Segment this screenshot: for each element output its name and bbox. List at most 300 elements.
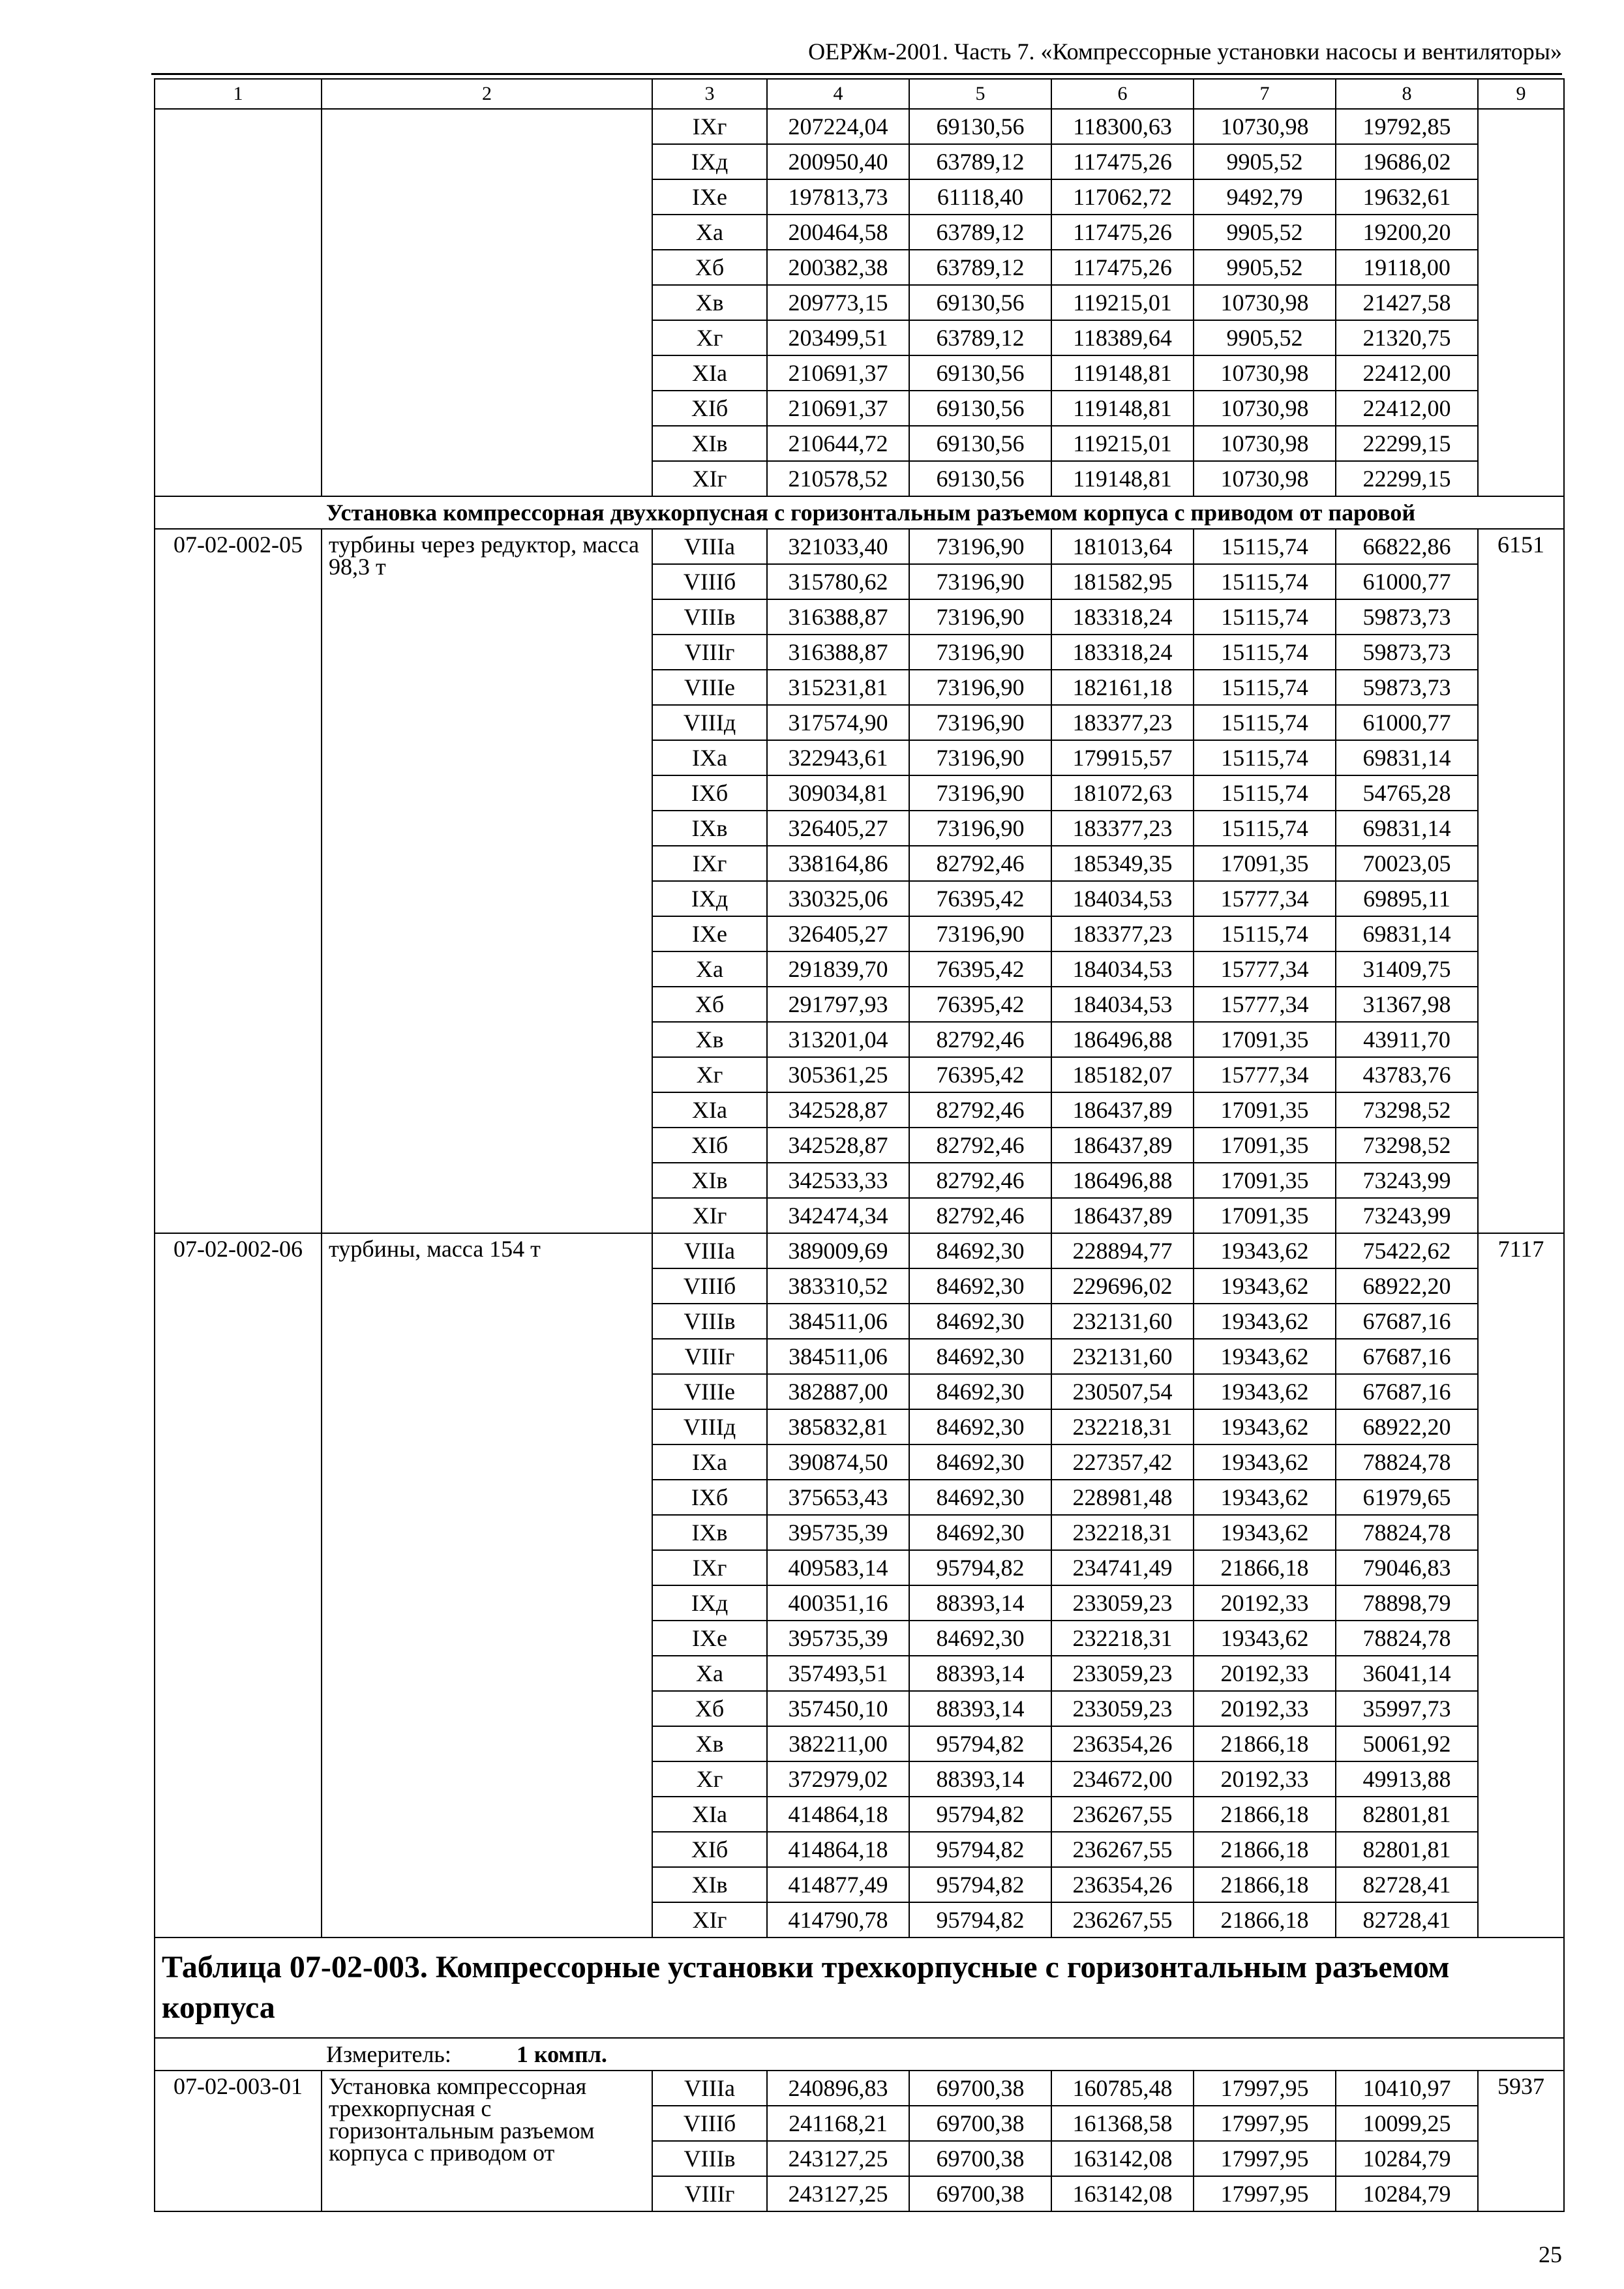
machinist-wage-cell: 21866,18 bbox=[1194, 1797, 1336, 1832]
machine-cost-cell: 182161,18 bbox=[1051, 670, 1194, 705]
labor-cost-cell: 84692,30 bbox=[909, 1409, 1051, 1444]
total-cost-cell: 414864,18 bbox=[767, 1832, 909, 1867]
machinist-wage-cell: 15115,74 bbox=[1194, 529, 1336, 564]
total-cost-cell: 357450,10 bbox=[767, 1691, 909, 1726]
machinist-wage-cell: 15115,74 bbox=[1194, 740, 1336, 775]
machinist-wage-cell: 15115,74 bbox=[1194, 705, 1336, 740]
machinist-wage-cell: 10730,98 bbox=[1194, 285, 1336, 320]
total-cost-cell: 315231,81 bbox=[767, 670, 909, 705]
price-table bbox=[154, 78, 1565, 2212]
meter-row bbox=[155, 2038, 1564, 2071]
total-cost-cell: 243127,25 bbox=[767, 2141, 909, 2176]
total-cost-cell: 372979,02 bbox=[767, 1761, 909, 1797]
machinist-wage-cell: 20192,33 bbox=[1194, 1585, 1336, 1621]
labor-cost-cell: 84692,30 bbox=[909, 1515, 1051, 1550]
machine-cost-cell: 184034,53 bbox=[1051, 987, 1194, 1022]
machine-cost-cell: 186437,89 bbox=[1051, 1128, 1194, 1163]
materials-cost-cell: 66822,86 bbox=[1336, 529, 1478, 564]
machine-cost-cell: 183377,23 bbox=[1051, 916, 1194, 951]
labor-cost-cell: 73196,90 bbox=[909, 670, 1051, 705]
machine-cost-cell: 236354,26 bbox=[1051, 1867, 1194, 1902]
materials-cost-cell: 31409,75 bbox=[1336, 951, 1478, 987]
region-cell: XIг bbox=[652, 1902, 767, 1937]
materials-cost-cell: 61979,65 bbox=[1336, 1480, 1478, 1515]
machine-cost-cell: 228981,48 bbox=[1051, 1480, 1194, 1515]
machine-cost-cell: 184034,53 bbox=[1051, 881, 1194, 916]
machinist-wage-cell: 15777,34 bbox=[1194, 951, 1336, 987]
machine-cost-cell: 160785,48 bbox=[1051, 2071, 1194, 2106]
column-number: 7 bbox=[1194, 79, 1336, 109]
column-number: 3 bbox=[652, 79, 767, 109]
description-cell: турбины через редуктор, масса 98,3 т bbox=[322, 529, 652, 1233]
total-cost-cell: 240896,83 bbox=[767, 2071, 909, 2106]
machine-cost-cell: 117475,26 bbox=[1051, 144, 1194, 179]
machine-cost-cell: 183318,24 bbox=[1051, 635, 1194, 670]
labor-cost-cell: 73196,90 bbox=[909, 599, 1051, 635]
total-cost-cell: 342528,87 bbox=[767, 1092, 909, 1128]
labor-cost-cell: 76395,42 bbox=[909, 987, 1051, 1022]
total-cost-cell: 342474,34 bbox=[767, 1198, 909, 1233]
labor-cost-cell: 73196,90 bbox=[909, 564, 1051, 599]
region-cell: XIа bbox=[652, 1797, 767, 1832]
total-cost-cell: 210644,72 bbox=[767, 426, 909, 461]
machine-cost-cell: 232218,31 bbox=[1051, 1515, 1194, 1550]
machine-cost-cell: 234672,00 bbox=[1051, 1761, 1194, 1797]
machinist-wage-cell: 9905,52 bbox=[1194, 144, 1336, 179]
region-cell: XIг bbox=[652, 1198, 767, 1233]
materials-cost-cell: 22299,15 bbox=[1336, 426, 1478, 461]
machinist-wage-cell: 21866,18 bbox=[1194, 1550, 1336, 1585]
region-cell: VIIIв bbox=[652, 2141, 767, 2176]
total-cost-cell: 375653,43 bbox=[767, 1480, 909, 1515]
machine-cost-cell: 119148,81 bbox=[1051, 355, 1194, 391]
materials-cost-cell: 36041,14 bbox=[1336, 1656, 1478, 1691]
machine-cost-cell: 186437,89 bbox=[1051, 1092, 1194, 1128]
labor-cost-cell: 82792,46 bbox=[909, 1128, 1051, 1163]
machinist-wage-cell: 19343,62 bbox=[1194, 1621, 1336, 1656]
materials-cost-cell: 73243,99 bbox=[1336, 1163, 1478, 1198]
region-cell: IXд bbox=[652, 144, 767, 179]
total-cost-cell: 326405,27 bbox=[767, 916, 909, 951]
machine-cost-cell: 232218,31 bbox=[1051, 1409, 1194, 1444]
region-cell: IXб bbox=[652, 1480, 767, 1515]
machine-cost-cell: 119148,81 bbox=[1051, 461, 1194, 496]
labor-cost-cell: 69130,56 bbox=[909, 355, 1051, 391]
labor-cost-cell: 82792,46 bbox=[909, 1022, 1051, 1057]
code-cell: 07-02-003-01 bbox=[155, 2071, 322, 2211]
total-cost-cell: 322943,61 bbox=[767, 740, 909, 775]
region-cell: VIIIб bbox=[652, 2106, 767, 2141]
materials-cost-cell: 78824,78 bbox=[1336, 1444, 1478, 1480]
labor-cost-cell: 73196,90 bbox=[909, 529, 1051, 564]
labor-cost-cell: 73196,90 bbox=[909, 635, 1051, 670]
machinist-wage-cell: 19343,62 bbox=[1194, 1304, 1336, 1339]
region-cell: IXг bbox=[652, 846, 767, 881]
total-cost-cell: 210691,37 bbox=[767, 391, 909, 426]
machinist-wage-cell: 19343,62 bbox=[1194, 1233, 1336, 1268]
machinist-wage-cell: 20192,33 bbox=[1194, 1691, 1336, 1726]
machinist-wage-cell: 19343,62 bbox=[1194, 1515, 1336, 1550]
labor-cost-cell: 61118,40 bbox=[909, 179, 1051, 215]
region-cell: VIIIб bbox=[652, 564, 767, 599]
labor-cost-cell: 73196,90 bbox=[909, 740, 1051, 775]
region-cell: Xг bbox=[652, 320, 767, 355]
materials-cost-cell: 67687,16 bbox=[1336, 1374, 1478, 1409]
labor-cost-cell: 84692,30 bbox=[909, 1374, 1051, 1409]
machine-cost-cell: 185349,35 bbox=[1051, 846, 1194, 881]
labor-cost-cell: 95794,82 bbox=[909, 1726, 1051, 1761]
machine-cost-cell: 183377,23 bbox=[1051, 705, 1194, 740]
total-cost-cell: 316388,87 bbox=[767, 635, 909, 670]
region-cell: IXг bbox=[652, 109, 767, 144]
machine-cost-cell: 233059,23 bbox=[1051, 1691, 1194, 1726]
materials-cost-cell: 59873,73 bbox=[1336, 599, 1478, 635]
machine-cost-cell: 232218,31 bbox=[1051, 1621, 1194, 1656]
region-cell: VIIIг bbox=[652, 1339, 767, 1374]
machine-cost-cell: 183318,24 bbox=[1051, 599, 1194, 635]
machine-cost-cell: 186496,88 bbox=[1051, 1022, 1194, 1057]
region-cell: VIIIа bbox=[652, 2071, 767, 2106]
materials-cost-cell: 19632,61 bbox=[1336, 179, 1478, 215]
total-cost-cell: 414790,78 bbox=[767, 1902, 909, 1937]
machine-cost-cell: 119148,81 bbox=[1051, 391, 1194, 426]
materials-cost-cell: 10284,79 bbox=[1336, 2141, 1478, 2176]
machinist-wage-cell: 10730,98 bbox=[1194, 426, 1336, 461]
region-cell: IXб bbox=[652, 775, 767, 811]
total-cost-cell: 309034,81 bbox=[767, 775, 909, 811]
materials-cost-cell: 50061,92 bbox=[1336, 1726, 1478, 1761]
total-cost-cell: 326405,27 bbox=[767, 811, 909, 846]
machinist-wage-cell: 17091,35 bbox=[1194, 1128, 1336, 1163]
materials-cost-cell: 61000,77 bbox=[1336, 564, 1478, 599]
machine-cost-cell: 184034,53 bbox=[1051, 951, 1194, 987]
region-cell: IXг bbox=[652, 1550, 767, 1585]
description-cell bbox=[322, 109, 652, 496]
labor-cost-cell: 84692,30 bbox=[909, 1480, 1051, 1515]
region-cell: Xв bbox=[652, 285, 767, 320]
labor-cost-cell: 84692,30 bbox=[909, 1621, 1051, 1656]
region-cell: IXв bbox=[652, 811, 767, 846]
region-cell: IXд bbox=[652, 881, 767, 916]
region-cell: XIа bbox=[652, 355, 767, 391]
code-cell: 07-02-002-05 bbox=[155, 529, 322, 1233]
region-cell: Xб bbox=[652, 250, 767, 285]
total-cell bbox=[1478, 109, 1564, 496]
region-cell: IXа bbox=[652, 740, 767, 775]
materials-cost-cell: 10410,97 bbox=[1336, 2071, 1478, 2106]
machinist-wage-cell: 19343,62 bbox=[1194, 1339, 1336, 1374]
machinist-wage-cell: 10730,98 bbox=[1194, 355, 1336, 391]
total-cost-cell: 384511,06 bbox=[767, 1339, 909, 1374]
machine-cost-cell: 233059,23 bbox=[1051, 1656, 1194, 1691]
region-cell: XIб bbox=[652, 1128, 767, 1163]
machinist-wage-cell: 17997,95 bbox=[1194, 2176, 1336, 2211]
region-cell: VIIIе bbox=[652, 1374, 767, 1409]
table-row bbox=[155, 109, 1564, 144]
materials-cost-cell: 73298,52 bbox=[1336, 1128, 1478, 1163]
machine-cost-cell: 227357,42 bbox=[1051, 1444, 1194, 1480]
machine-cost-cell: 186496,88 bbox=[1051, 1163, 1194, 1198]
materials-cost-cell: 69895,11 bbox=[1336, 881, 1478, 916]
section-caption-row bbox=[155, 496, 1564, 529]
region-cell: IXа bbox=[652, 1444, 767, 1480]
machinist-wage-cell: 10730,98 bbox=[1194, 391, 1336, 426]
materials-cost-cell: 67687,16 bbox=[1336, 1304, 1478, 1339]
materials-cost-cell: 69831,14 bbox=[1336, 740, 1478, 775]
materials-cost-cell: 73243,99 bbox=[1336, 1198, 1478, 1233]
column-number: 9 bbox=[1478, 79, 1564, 109]
materials-cost-cell: 10099,25 bbox=[1336, 2106, 1478, 2141]
machine-cost-cell: 234741,49 bbox=[1051, 1550, 1194, 1585]
materials-cost-cell: 59873,73 bbox=[1336, 670, 1478, 705]
labor-cost-cell: 69700,38 bbox=[909, 2106, 1051, 2141]
region-cell: XIв bbox=[652, 426, 767, 461]
total-cell: 6151 bbox=[1478, 529, 1564, 1233]
materials-cost-cell: 82801,81 bbox=[1336, 1797, 1478, 1832]
region-cell: Xг bbox=[652, 1057, 767, 1092]
table-row bbox=[155, 2071, 1564, 2106]
machinist-wage-cell: 15115,74 bbox=[1194, 811, 1336, 846]
total-cell: 5937 bbox=[1478, 2071, 1564, 2211]
machinist-wage-cell: 21866,18 bbox=[1194, 1902, 1336, 1937]
labor-cost-cell: 63789,12 bbox=[909, 144, 1051, 179]
machine-cost-cell: 232131,60 bbox=[1051, 1339, 1194, 1374]
header-rule bbox=[151, 73, 1562, 75]
machine-cost-cell: 183377,23 bbox=[1051, 811, 1194, 846]
machinist-wage-cell: 17091,35 bbox=[1194, 846, 1336, 881]
labor-cost-cell: 84692,30 bbox=[909, 1233, 1051, 1268]
region-cell: Xа bbox=[652, 1656, 767, 1691]
materials-cost-cell: 70023,05 bbox=[1336, 846, 1478, 881]
total-cost-cell: 395735,39 bbox=[767, 1621, 909, 1656]
code-cell: 07-02-002-06 bbox=[155, 1233, 322, 1937]
machinist-wage-cell: 20192,33 bbox=[1194, 1656, 1336, 1691]
total-cost-cell: 315780,62 bbox=[767, 564, 909, 599]
materials-cost-cell: 43783,76 bbox=[1336, 1057, 1478, 1092]
machinist-wage-cell: 17091,35 bbox=[1194, 1022, 1336, 1057]
description-cell: турбины, масса 154 т bbox=[322, 1233, 652, 1937]
materials-cost-cell: 22299,15 bbox=[1336, 461, 1478, 496]
total-cost-cell: 316388,87 bbox=[767, 599, 909, 635]
materials-cost-cell: 49913,88 bbox=[1336, 1761, 1478, 1797]
machinist-wage-cell: 9492,79 bbox=[1194, 179, 1336, 215]
materials-cost-cell: 75422,62 bbox=[1336, 1233, 1478, 1268]
machine-cost-cell: 118389,64 bbox=[1051, 320, 1194, 355]
region-cell: VIIIв bbox=[652, 1304, 767, 1339]
table-row bbox=[155, 1233, 1564, 1268]
region-cell: Xг bbox=[652, 1761, 767, 1797]
machine-cost-cell: 236267,55 bbox=[1051, 1902, 1194, 1937]
region-cell: VIIIг bbox=[652, 635, 767, 670]
labor-cost-cell: 95794,82 bbox=[909, 1797, 1051, 1832]
total-cost-cell: 321033,40 bbox=[767, 529, 909, 564]
meter-label: Измеритель: bbox=[326, 2041, 451, 2067]
total-cost-cell: 241168,21 bbox=[767, 2106, 909, 2141]
labor-cost-cell: 73196,90 bbox=[909, 916, 1051, 951]
materials-cost-cell: 19792,85 bbox=[1336, 109, 1478, 144]
machinist-wage-cell: 15115,74 bbox=[1194, 775, 1336, 811]
materials-cost-cell: 19686,02 bbox=[1336, 144, 1478, 179]
region-cell: IXд bbox=[652, 1585, 767, 1621]
region-cell: XIб bbox=[652, 391, 767, 426]
machinist-wage-cell: 21866,18 bbox=[1194, 1726, 1336, 1761]
machinist-wage-cell: 9905,52 bbox=[1194, 320, 1336, 355]
machine-cost-cell: 236267,55 bbox=[1051, 1832, 1194, 1867]
region-cell: Xа bbox=[652, 951, 767, 987]
materials-cost-cell: 43911,70 bbox=[1336, 1022, 1478, 1057]
column-number: 4 bbox=[767, 79, 909, 109]
table-title-row bbox=[155, 1937, 1564, 2038]
machinist-wage-cell: 17091,35 bbox=[1194, 1163, 1336, 1198]
machinist-wage-cell: 21866,18 bbox=[1194, 1867, 1336, 1902]
materials-cost-cell: 31367,98 bbox=[1336, 987, 1478, 1022]
labor-cost-cell: 95794,82 bbox=[909, 1832, 1051, 1867]
labor-cost-cell: 69700,38 bbox=[909, 2141, 1051, 2176]
materials-cost-cell: 54765,28 bbox=[1336, 775, 1478, 811]
machinist-wage-cell: 17997,95 bbox=[1194, 2106, 1336, 2141]
column-number: 6 bbox=[1051, 79, 1194, 109]
machinist-wage-cell: 15115,74 bbox=[1194, 916, 1336, 951]
materials-cost-cell: 82728,41 bbox=[1336, 1867, 1478, 1902]
machine-cost-cell: 181013,64 bbox=[1051, 529, 1194, 564]
machine-cost-cell: 186437,89 bbox=[1051, 1198, 1194, 1233]
total-cost-cell: 207224,04 bbox=[767, 109, 909, 144]
region-cell: VIIIв bbox=[652, 599, 767, 635]
labor-cost-cell: 95794,82 bbox=[909, 1867, 1051, 1902]
total-cost-cell: 382211,00 bbox=[767, 1726, 909, 1761]
region-cell: Xв bbox=[652, 1726, 767, 1761]
materials-cost-cell: 21320,75 bbox=[1336, 320, 1478, 355]
labor-cost-cell: 82792,46 bbox=[909, 846, 1051, 881]
column-number: 8 bbox=[1336, 79, 1478, 109]
labor-cost-cell: 84692,30 bbox=[909, 1268, 1051, 1304]
region-cell: VIIIб bbox=[652, 1268, 767, 1304]
machine-cost-cell: 236267,55 bbox=[1051, 1797, 1194, 1832]
materials-cost-cell: 79046,83 bbox=[1336, 1550, 1478, 1585]
labor-cost-cell: 69700,38 bbox=[909, 2071, 1051, 2106]
machine-cost-cell: 181582,95 bbox=[1051, 564, 1194, 599]
materials-cost-cell: 61000,77 bbox=[1336, 705, 1478, 740]
total-cost-cell: 342533,33 bbox=[767, 1163, 909, 1198]
column-number: 5 bbox=[909, 79, 1051, 109]
total-cost-cell: 210578,52 bbox=[767, 461, 909, 496]
meter-cell bbox=[155, 2038, 1564, 2071]
machine-cost-cell: 230507,54 bbox=[1051, 1374, 1194, 1409]
materials-cost-cell: 78824,78 bbox=[1336, 1515, 1478, 1550]
region-cell: IXе bbox=[652, 179, 767, 215]
machinist-wage-cell: 19343,62 bbox=[1194, 1409, 1336, 1444]
labor-cost-cell: 76395,42 bbox=[909, 881, 1051, 916]
machinist-wage-cell: 17091,35 bbox=[1194, 1198, 1336, 1233]
machinist-wage-cell: 17997,95 bbox=[1194, 2141, 1336, 2176]
total-cost-cell: 390874,50 bbox=[767, 1444, 909, 1480]
machinist-wage-cell: 9905,52 bbox=[1194, 215, 1336, 250]
machine-cost-cell: 233059,23 bbox=[1051, 1585, 1194, 1621]
region-cell: Xб bbox=[652, 987, 767, 1022]
machinist-wage-cell: 15777,34 bbox=[1194, 1057, 1336, 1092]
labor-cost-cell: 69700,38 bbox=[909, 2176, 1051, 2211]
total-cost-cell: 342528,87 bbox=[767, 1128, 909, 1163]
labor-cost-cell: 69130,56 bbox=[909, 391, 1051, 426]
machine-cost-cell: 185182,07 bbox=[1051, 1057, 1194, 1092]
machinist-wage-cell: 17091,35 bbox=[1194, 1092, 1336, 1128]
machine-cost-cell: 229696,02 bbox=[1051, 1268, 1194, 1304]
labor-cost-cell: 69130,56 bbox=[909, 426, 1051, 461]
materials-cost-cell: 82801,81 bbox=[1336, 1832, 1478, 1867]
machinist-wage-cell: 19343,62 bbox=[1194, 1268, 1336, 1304]
region-cell: XIв bbox=[652, 1867, 767, 1902]
total-cost-cell: 389009,69 bbox=[767, 1233, 909, 1268]
materials-cost-cell: 10284,79 bbox=[1336, 2176, 1478, 2211]
total-cost-cell: 382887,00 bbox=[767, 1374, 909, 1409]
machine-cost-cell: 181072,63 bbox=[1051, 775, 1194, 811]
machinist-wage-cell: 15777,34 bbox=[1194, 987, 1336, 1022]
total-cost-cell: 357493,51 bbox=[767, 1656, 909, 1691]
total-cost-cell: 330325,06 bbox=[767, 881, 909, 916]
materials-cost-cell: 78898,79 bbox=[1336, 1585, 1478, 1621]
labor-cost-cell: 95794,82 bbox=[909, 1902, 1051, 1937]
labor-cost-cell: 69130,56 bbox=[909, 285, 1051, 320]
labor-cost-cell: 73196,90 bbox=[909, 775, 1051, 811]
total-cost-cell: 197813,73 bbox=[767, 179, 909, 215]
materials-cost-cell: 69831,14 bbox=[1336, 916, 1478, 951]
region-cell: VIIIа bbox=[652, 1233, 767, 1268]
total-cost-cell: 414877,49 bbox=[767, 1867, 909, 1902]
total-cost-cell: 383310,52 bbox=[767, 1268, 909, 1304]
labor-cost-cell: 63789,12 bbox=[909, 215, 1051, 250]
region-cell: IXв bbox=[652, 1515, 767, 1550]
total-cost-cell: 210691,37 bbox=[767, 355, 909, 391]
code-cell bbox=[155, 109, 322, 496]
total-cost-cell: 385832,81 bbox=[767, 1409, 909, 1444]
machinist-wage-cell: 10730,98 bbox=[1194, 461, 1336, 496]
region-cell: Xв bbox=[652, 1022, 767, 1057]
region-cell: Xб bbox=[652, 1691, 767, 1726]
labor-cost-cell: 73196,90 bbox=[909, 705, 1051, 740]
total-cost-cell: 200464,58 bbox=[767, 215, 909, 250]
region-cell: VIIIг bbox=[652, 2176, 767, 2211]
materials-cost-cell: 82728,41 bbox=[1336, 1902, 1478, 1937]
materials-cost-cell: 22412,00 bbox=[1336, 391, 1478, 426]
machine-cost-cell: 117475,26 bbox=[1051, 250, 1194, 285]
machinist-wage-cell: 9905,52 bbox=[1194, 250, 1336, 285]
region-cell: XIа bbox=[652, 1092, 767, 1128]
labor-cost-cell: 69130,56 bbox=[909, 109, 1051, 144]
machine-cost-cell: 117062,72 bbox=[1051, 179, 1194, 215]
region-cell: IXе bbox=[652, 916, 767, 951]
labor-cost-cell: 76395,42 bbox=[909, 951, 1051, 987]
labor-cost-cell: 88393,14 bbox=[909, 1585, 1051, 1621]
total-cost-cell: 209773,15 bbox=[767, 285, 909, 320]
labor-cost-cell: 73196,90 bbox=[909, 811, 1051, 846]
total-cost-cell: 409583,14 bbox=[767, 1550, 909, 1585]
materials-cost-cell: 68922,20 bbox=[1336, 1409, 1478, 1444]
region-cell: VIIIд bbox=[652, 1409, 767, 1444]
labor-cost-cell: 88393,14 bbox=[909, 1691, 1051, 1726]
materials-cost-cell: 59873,73 bbox=[1336, 635, 1478, 670]
table-row bbox=[155, 529, 1564, 564]
materials-cost-cell: 78824,78 bbox=[1336, 1621, 1478, 1656]
labor-cost-cell: 63789,12 bbox=[909, 320, 1051, 355]
total-cost-cell: 305361,25 bbox=[767, 1057, 909, 1092]
machinist-wage-cell: 19343,62 bbox=[1194, 1374, 1336, 1409]
description-cell: Установка компрессорная трехкорпусная с горизонтальным разъемом корпуса с приводом от bbox=[322, 2071, 652, 2211]
labor-cost-cell: 88393,14 bbox=[909, 1656, 1051, 1691]
section-caption: Установка компрессорная двухкорпусная с горизонтальным разъемом корпуса с приводом от паровой bbox=[155, 496, 1564, 529]
region-cell: XIв bbox=[652, 1163, 767, 1198]
total-cost-cell: 243127,25 bbox=[767, 2176, 909, 2211]
column-number: 1 bbox=[155, 79, 322, 109]
